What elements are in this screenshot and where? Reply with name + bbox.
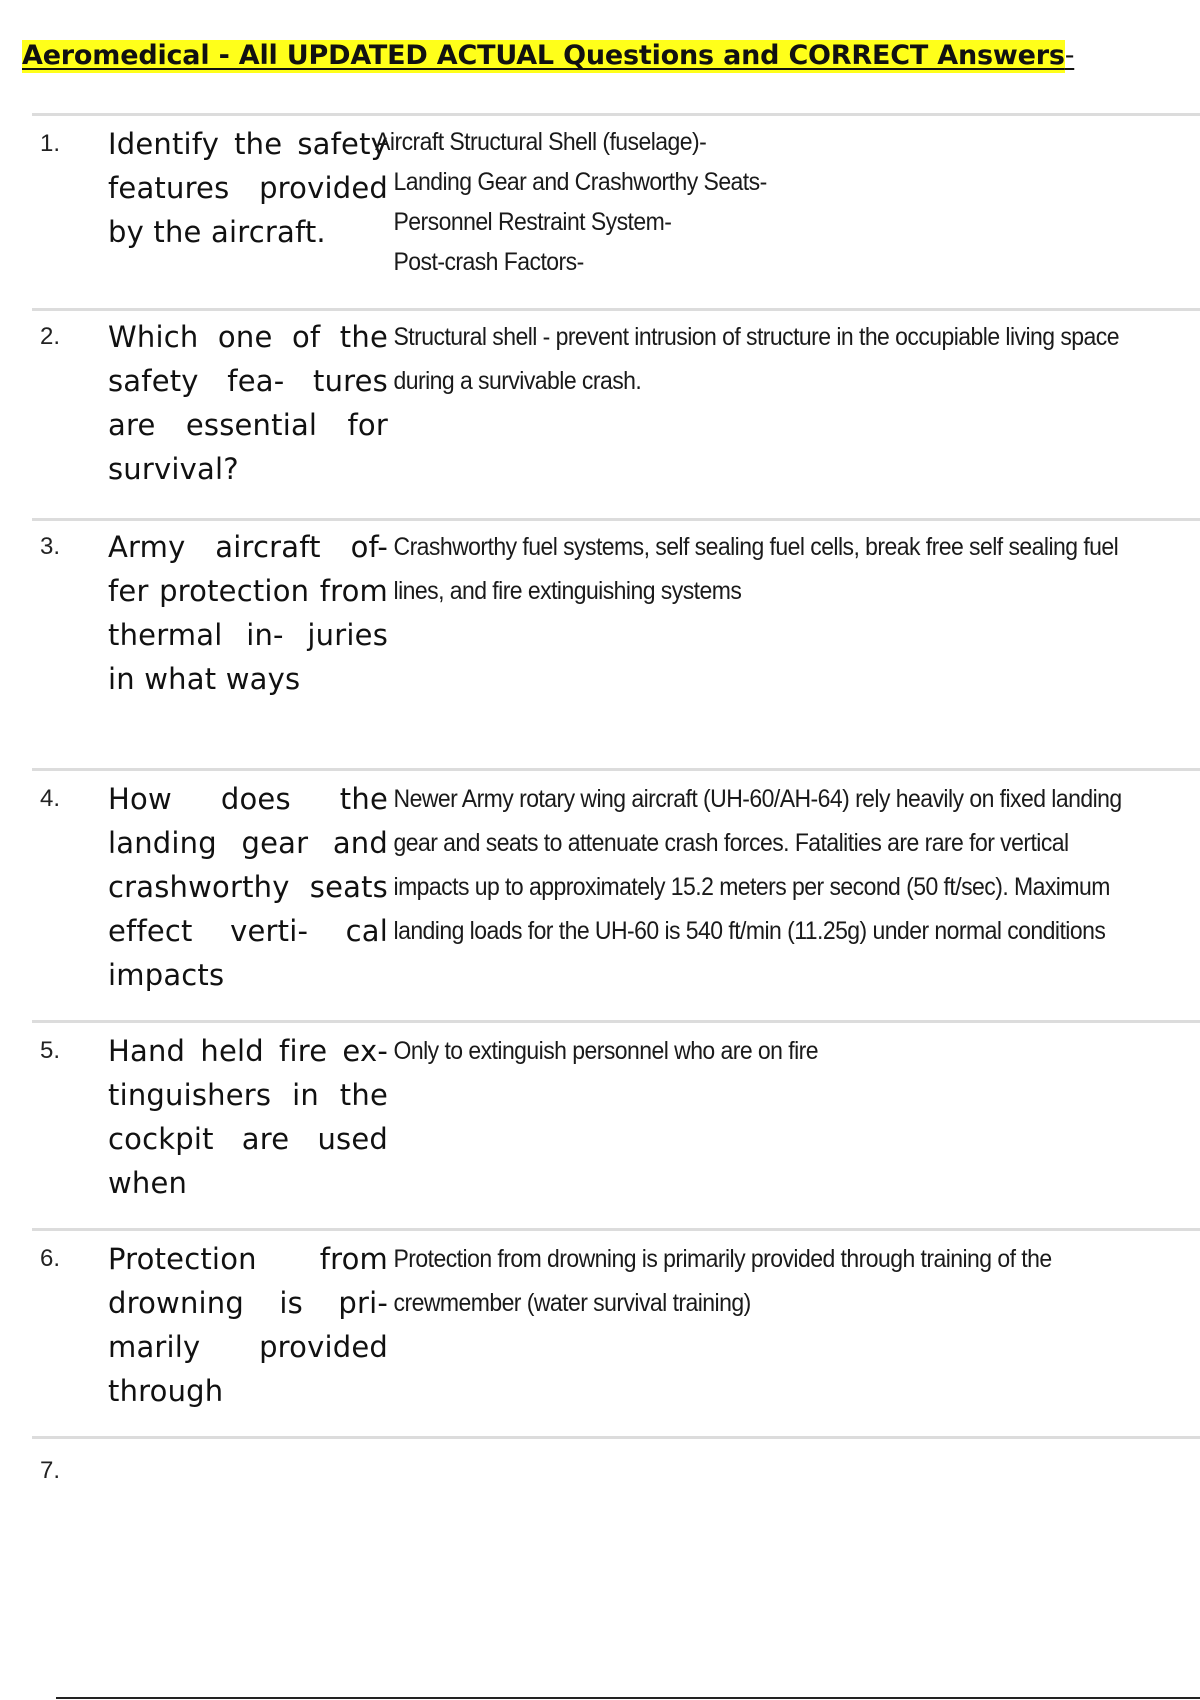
qa-question: How does the landing gear and crashworthy seats effect verti- cal impacts [108,782,388,992]
document-title-text: Aeromedical - All UPDATED ACTUAL Questions and CORRECT Answers [22,40,1065,71]
qa-answer: Structural shell - prevent intrusion of structure in the occupiable living space during a survivable crash. [393,323,1119,395]
qa-number: 2. [40,323,61,350]
qa-question: Hand held fire ex- tinguishers in the cockpit are used when [108,1034,388,1200]
qa-item [32,768,1200,1020]
footer-rule [56,1697,1200,1699]
qa-question: Identify the safety features provided by the aircraft. [108,127,388,249]
qa-number: 6. [40,1245,61,1272]
qa-answer-line: Personnel Restraint System- [393,208,672,236]
qa-number: 5. [40,1037,61,1064]
qa-answer-line: Landing Gear and Crashworthy Seats- [393,168,767,196]
qa-item [32,113,1200,308]
qa-answer-line: Aircraft Structural Shell (fuselage)- [375,128,707,156]
qa-number: 7. [40,1457,61,1484]
qa-question: Which one of the safety fea- tures are essential for survival? [108,320,388,486]
qa-item [32,518,1200,768]
qa-item [32,1436,1200,1516]
qa-number: 1. [40,130,61,157]
qa-item [32,308,1200,518]
qa-answer: Protection from drowning is primarily provided through training of the crewmember (water survival training) [393,1245,1052,1317]
qa-answer: Crashworthy fuel systems, self sealing fuel cells, break free self sealing fuel lines, and fire extinguishing systems [393,533,1119,605]
document-title [22,36,1074,76]
qa-number: 3. [40,533,61,560]
qa-answer: Newer Army rotary wing aircraft (UH-60/AH-64) rely heavily on fixed landing gear and seats to attenuate crash forces. Fatalities are rare for vertical impacts up to approximately 15.2 meters per second (50 ft/sec). Maximum landing loads for the UH-60 is 540 ft/min (11.25g) under normal conditions [393,785,1122,945]
qa-answer: Only to extinguish personnel who are on fire [393,1037,818,1065]
qa-answer [375,122,1135,282]
qa-answer-line: Post-crash Factors- [393,248,584,276]
document-title-suffix: - [1064,40,1075,71]
qa-list [32,113,1200,1516]
qa-number: 4. [40,785,61,812]
qa-item [32,1228,1200,1436]
qa-item [32,1020,1200,1228]
qa-question: Protection from drowning is pri- marily provided through [108,1242,388,1408]
qa-question: Army aircraft of- fer protection from thermal in- juries in what ways [108,530,388,696]
